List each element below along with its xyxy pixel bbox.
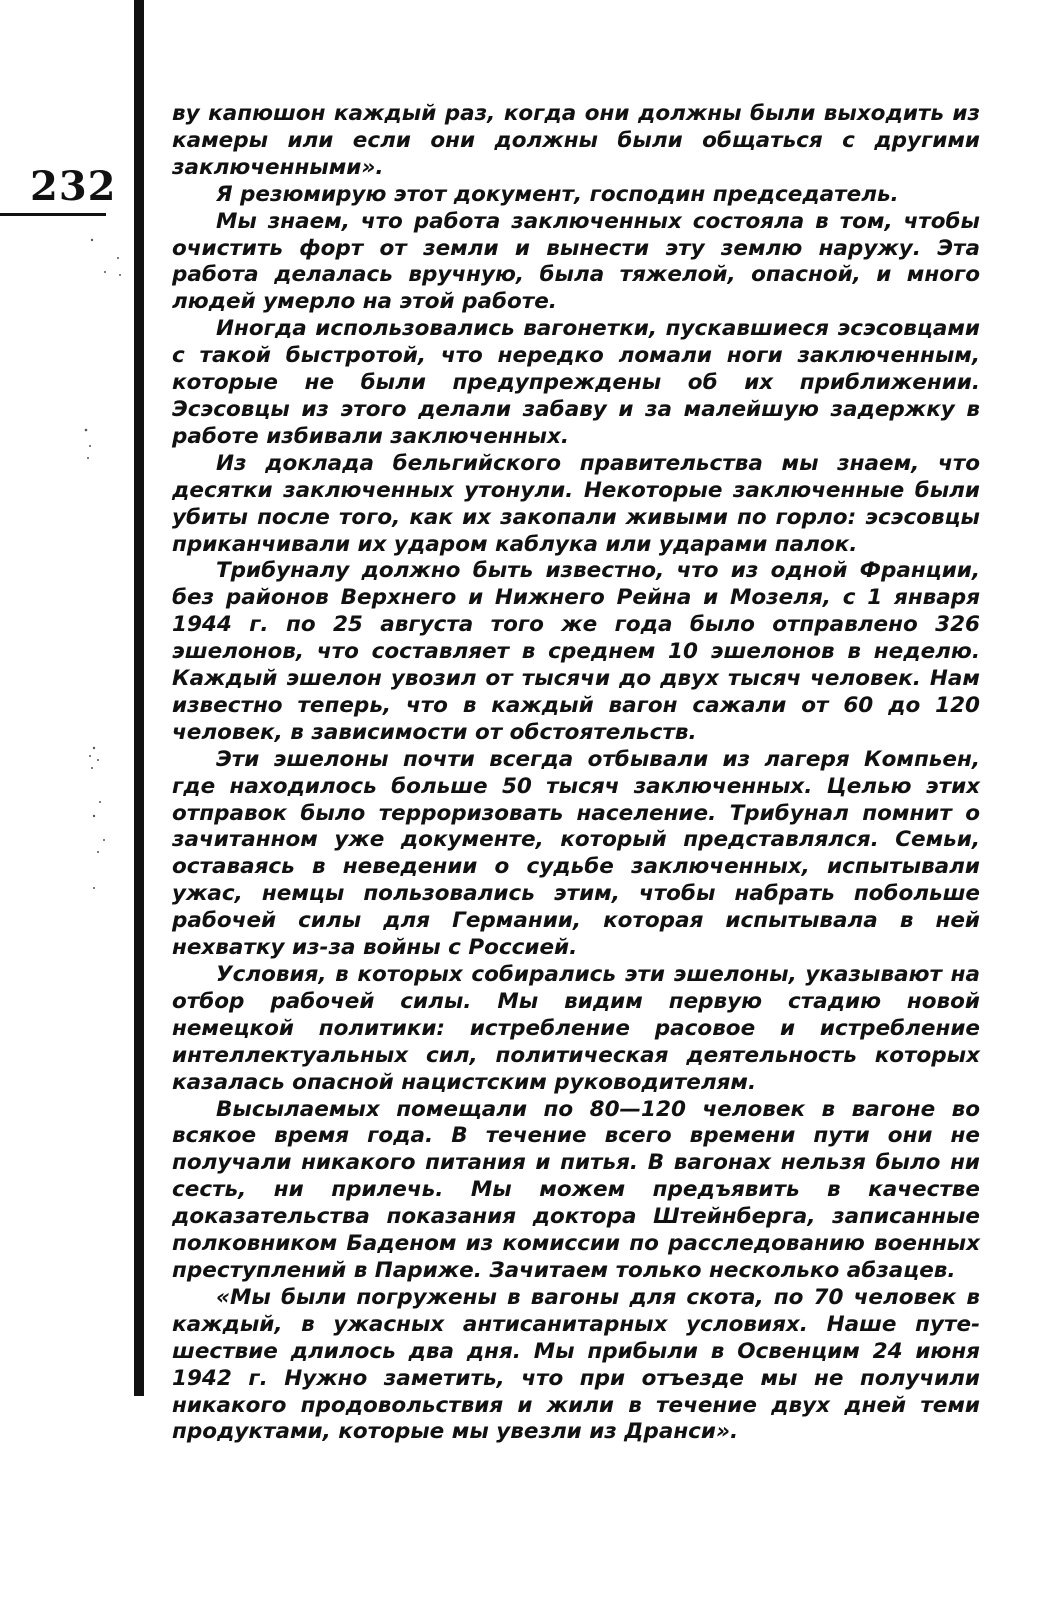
paragraph-3: Мы знаем, что работа заключенных состояла в том, чтобы очистить форт от земли и вынести эту землю наружу. Эта работа делалась вручную, была тяжелой, опасной, и много людей умерло на этой работе. [172, 208, 980, 315]
paragraph-1: ву капюшон каждый раз, когда они должны были выходить из камеры или если они должны были общаться с другими заключенными». [172, 101, 980, 180]
paragraph-4: Иногда использовались вагонетки, пускавшиеся эсэсовцами с такой быстротой, что нередко ломали ноги заключенным, которые не были предупреждены об их приближении. Эсэсовцы из этого делали забаву и за малейшую задержку в работе избивали заключенных. [172, 316, 980, 449]
paragraph-10: «Мы были погружены в вагоны для скота, по 70 человек в каждый, в ужасных антисанитарных условиях. Наше путешествие длилось два дня. Мы прибыли в Освенцим 24 июня 1942 г. Нужно заметить, что при отъезде мы не получили никакого продовольствия и жили в течение двух дней теми продуктами, которые мы увезли из Дранси». [172, 1284, 980, 1445]
paragraph-9: Высылаемых помещали по 80—120 человек в вагоне во всякое время года. В течение всего времени пути они не получали никакого питания и питья. В вагонах нельзя было ни сесть, ни прилечь. Мы можем предъявить в качестве доказательства показания доктора Штейнберга, записанные полковником Баденом из комиссии по расследованию военных преступлений в Париже. Зачитаем только несколько абзацев. [172, 1096, 980, 1283]
margin-rule [134, 0, 144, 1396]
page-number-rule [0, 213, 106, 216]
paragraph-8: Условия, в которых собирались эти эшелоны, указывают на отбор рабочей силы. Мы видим первую стадию новой немецкой политики: истребление расовое и истребление интеллектуальных сил, политическая деятельность которых казалась опасной нацистским руководителям. [172, 962, 980, 1095]
paragraph-6: Трибуналу должно быть известно, что из одной Франции, без районов Верхнего и Нижнего Рейна и Мозеля, с 1 января 1944 г. по 25 августа того же года было отправлено 326 эшелонов, что составляет в среднем 10 эшелонов в неделю. Каждый эшелон увозил от тысячи до двух тысяч человек. Нам известно теперь, что в каждый вагон сажали от 60 до 120 человек, в зависимости от обстоятельств. [172, 558, 980, 745]
text-body [172, 101, 980, 1446]
paragraph-2: Я резюмирую этот документ, господин председатель. [216, 181, 899, 207]
page-number: 232 [30, 163, 117, 210]
paragraph-7: Эти эшелоны почти всегда отбывали из лагеря Компьен, где находилось больше 50 тысяч заключенных. Целью этих отправок было терроризовать население. Трибунал помнит о зачитанном уже документе, который представлялся. Семьи, оставаясь в неведении о судьбе заключенных, испытывали ужас, немцы пользовались этим, чтобы набрать побольше рабочей силы для Германии, которая испытывала в ней нехватку из-за войны с Россией. [172, 746, 980, 961]
paragraph-5: Из доклада бельгийского правительства мы знаем, что десятки заключенных утонули. Некоторые заключенные были убиты после того, как их закопали живыми по горло: эсэсовцы приканчивали их ударом каблука или ударами палок. [172, 450, 980, 557]
margin-specks [70, 220, 130, 920]
